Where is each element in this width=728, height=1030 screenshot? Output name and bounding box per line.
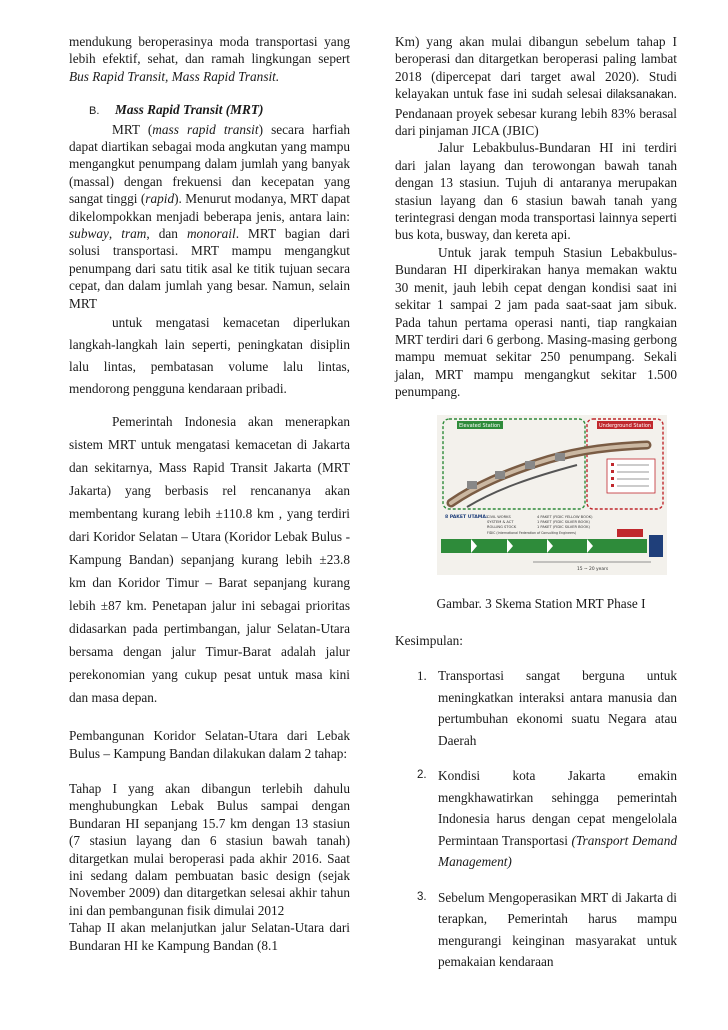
- figure-caption: Gambar. 3 Skema Station MRT Phase I: [436, 595, 646, 611]
- paragraph-phase-two: Tahap II akan melanjutkan jalur Selatan-Utara dari Bundaran HI ke Kampung Bandan (8.1: [69, 920, 350, 953]
- station-scheme-figure: [437, 415, 667, 575]
- paket-title: 8 PAKET UTAMA:: [445, 514, 488, 520]
- paket-silver-1: 1 PAKET (FIDIC SILVER BOOK): [537, 519, 590, 524]
- list-item: 3. Sebelum Mengoperasikan MRT di Jakarta di terapkan, Pemerintah harus mampu mengurangi keinginan masyarakat untuk pemakaian kendaraan: [417, 889, 677, 970]
- right-column: [395, 33, 677, 987]
- elevated-station-label: Elevated Station: [459, 422, 501, 429]
- paragraph-route: Jalur Lebakbulus-Bundaran HI ini terdiri dari jalan layang dan terowongan bawah tanah dengan 13 stasiun. Tujuh di antaranya merupakan stasiun layang dan 6 stasiun bawah tanah yang terintegrasi dengan moda transportasi lainnya seperti bus kota, busway, dan kereta api.: [395, 140, 677, 243]
- section-heading: B. Mass Rapid Transit (MRT): [89, 102, 264, 118]
- list-item: 2. Kondisi kota Jakarta emakin mengkhawatirkan sehingga pemerintah Indonesia harus dengan cepat mengelolala Permintaan Transportasi (Transport Demand Management): [417, 768, 677, 870]
- conclusion-heading: Kesimpulan:: [395, 632, 463, 648]
- paket-yellow: 4 PAKET (FIDIC YELLOW BOOK): [537, 514, 593, 519]
- paket-system: SYSTEM & ACT: [487, 519, 514, 524]
- left-column: [69, 33, 350, 954]
- paragraph-phase-one: Tahap I yang akan dibangun terlebih dahulu menghubungkan Lebak Bulus sampai dengan Bundaran HI sepanjang 15.7 km dengan 13 stasiun (7 stasiun layang dan 6 stasiun bawah tanah) ditargetkan mulai beroperasi pada akhir 2016. Saat ini sedang dalam pembuatan basic design (sejak November 2009) dan ditargetkan selesai akhir tahun ini dan pembangunan fisik dimulai 2012: [69, 780, 350, 918]
- paket-rolling: ROLLING STOCK: [487, 524, 517, 529]
- paket-civil: CIVIL WORKS: [487, 514, 511, 519]
- paragraph-travel-time: Untuk jarak tempuh Stasiun Lebakbulus-Bundaran HI diperkirakan hanya memakan waktu 30 menit, jauh lebih cepat dengan kondisi saat ini sekitar 1 sampai 2 jam pada saat-saat jam sibuk. Pada tahun pertama operasi nanti, tiap rangkaian MRT terdiri dari 6 gerbong. Masing-masing gerbong mampu memuat sekitar 250 penumpang. Sekali jalan, MRT mampu mengangkut sekitar 1.500 penumpang.: [395, 244, 677, 400]
- fidic-note: FIDIC (International Federation of Consulting Engineers): [487, 530, 577, 535]
- conclusion-list: [395, 665, 677, 973]
- underground-station-label: Underground Station: [599, 422, 652, 429]
- years-label: 15 ~ 20 years: [577, 566, 609, 572]
- paragraph-government-plan: Pemerintah Indonesia akan menerapkan sistem MRT untuk mengatasi kemacetan di Jakarta dan sekitarnya, Mass Rapid Transit Jakarta (MRT Jakarta) yang berbasis rel rencananya akan membentang kurang lebih ±110.8 km , yang terdiri dari Koridor Selatan – Utara (Koridor Lebak Bulus - Kampung Bandan) sepanjang kurang lebih ±23.8 km dan Koridor Timur – Barat sepanjang kurang lebih ±87 km. Penetapan jalur ini sebagai prioritas didasarkan pada pertimbangan, jalur Selatan-Utara bersama dengan jalur Timur-Barat adalah jalur perekonomian yang cukup pesat untuk masa kini dan masa depan.: [69, 414, 350, 706]
- paragraph-congestion: untuk mengatasi kemacetan diperlukan langkah-langkah lain seperti, peningkatan disiplin lalu lintas, pembatasan volume lalu lintas, mendorong pengguna kendaraan pribadi.: [69, 315, 350, 397]
- station-scheme-diagram: [437, 415, 667, 575]
- paket-silver-2: 1 PAKET (FIDIC SILVER BOOK): [537, 524, 590, 529]
- paragraph-phase-two-continued: Km) yang akan mulai dibangun sebelum tahap I beroperasi dan ditargetkan beroperasi paling lambat 2018 (dipercepat dari target awal 2020). Studi kelayakan untuk fase ini sudah selesai dilaksanakan. Pendanaan proyek sebesar kurang lebih 83% berasal dari pinjaman JICA (JBIC): [395, 34, 677, 139]
- paragraph-mrt-definition: MRT (mass rapid transit) secara harfiah dapat diartikan sebagai moda angkutan yang mampu mengangkut penumpang dalam jumlah yang banyak (massal) dengan frekuensi dan kecepatan yang sangat tinggi (rapid). Menurut modanya, MRT dapat dikelompokkan menjadi beberapa jenis, antara lain: subway, tram, dan monorail. MRT bagian dari solusi transportasi. MRT mampu mengangkut penumpang dari satu titik asal ke titik tujuan secara cepat, dan dalam jumlah yang besar. Namun, selain MRT: [69, 121, 351, 311]
- paragraph-intro: mendukung beroperasinya moda transportasi yang lebih efektif, sehat, dan ramah lingkungan sepert Bus Rapid Transit, Mass Rapid Transit.: [69, 34, 350, 84]
- paragraph-construction-phases: Pembangunan Koridor Selatan-Utara dari Lebak Bulus – Kampung Bandan dilakukan dalam 2 tahap:: [69, 728, 350, 761]
- list-item: 1. Transportasi sangat berguna untuk meningkatkan interaksi antara manusia dan pertumbuhan ekonomi suatu Negara atau Daerah: [417, 668, 677, 748]
